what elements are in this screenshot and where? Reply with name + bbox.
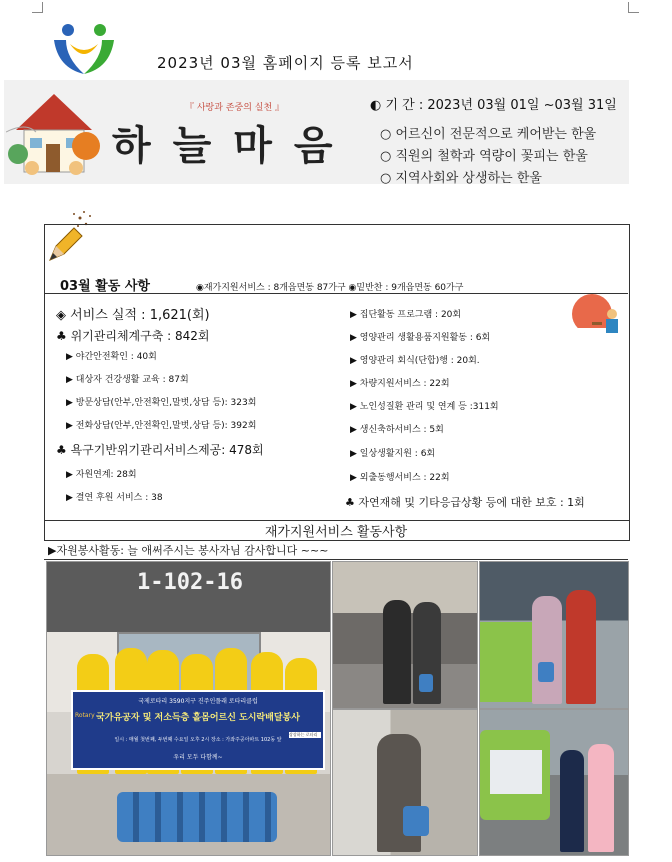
section-title: 재가지원서비스 활동사항 [264, 525, 408, 540]
right-item-7: ▶ 일상생활지원 : 6회 [350, 449, 436, 459]
banner-line-2: 국가유공자 및 저소득층 홀몸어르신 도시락배달봉사 [96, 713, 300, 723]
slogan: 『 사랑과 존중의 실천 』 [185, 103, 284, 113]
period-label: ◐ 기 간 : 2023년 03월 01일 ~03월 31일 [370, 98, 617, 113]
volunteer-banner [71, 690, 325, 770]
volunteer-person [560, 750, 584, 852]
motto-3: ○ 지역사회와 상생하는 한울 [380, 171, 542, 186]
crisis-item-4: ▶ 전화상담(안부,안전확인,말벗,상담 등): 392회 [66, 421, 257, 431]
report-title: 2023년 03월 홈페이지 등록 보고서 [157, 54, 414, 72]
motto-1: ○ 어르신이 전문적으로 케어받는 한울 [380, 127, 597, 142]
right-item-4: ▶ 차량지원서비스 : 22회 [350, 379, 450, 389]
needs-title: ♣ 욕구기반위기관리서비스제공: 478회 [56, 443, 264, 457]
banner-line-4: 우리 모두 다함께~ [173, 754, 223, 761]
house-illustration-icon [6, 82, 106, 182]
delivery-photo-1 [332, 561, 478, 709]
right-final-item: ♣ 자연재해 및 기타응급상황 등에 대한 보호 : 1회 [345, 496, 585, 509]
lunch-bags [117, 792, 277, 842]
logo-icon [48, 20, 120, 78]
delivery-photo-2 [479, 561, 629, 709]
delivery-photo-4 [479, 709, 629, 856]
right-item-5: ▶ 노인성질환 관리 및 연계 등 :311회 [350, 402, 499, 412]
right-item-6: ▶ 생신축하서비스 : 5회 [350, 425, 444, 435]
volunteer-person [383, 600, 411, 704]
right-item-8: ▶ 외출동행서비스 : 22회 [350, 473, 450, 483]
activity-heading: 03월 활동 사항 [60, 279, 150, 294]
sunset-grandparents-icon [566, 292, 628, 340]
banner-line-3: 일시 : 매월 첫번째, 두번째 수요일 오후 2시 장소 : 가좌주공아파트 102동 앞 [114, 737, 282, 743]
motto-2: ○ 직원의 철학과 역량이 꽃피는 한울 [380, 149, 588, 164]
right-item-1: ▶ 집단활동 프로그램 : 20회 [350, 310, 462, 320]
building-sign: 1-102-16 [137, 570, 243, 595]
right-item-2: ▶ 영양관리 생활용품지원활동 : 6회 [350, 333, 491, 343]
right-item-3: ▶ 영양관리 회식(단합)행 : 20회. [350, 356, 480, 366]
needs-item-2: ▶ 결연 후원 서비스 : 38 [66, 493, 163, 503]
activity-summary: ◉재가지원서비스 : 8개읍면동 87가구 ◉밑반찬 : 9개읍면동 60가구 [196, 283, 464, 293]
crisis-item-2: ▶ 대상자 건강생활 교육 : 87회 [66, 375, 189, 385]
banner-line-1: 국제로타리 3590지구 진주인플래 로타리클럽 [138, 698, 258, 705]
crop-mark-top-right [628, 2, 639, 13]
service-performance: ◈ 서비스 실적 : 1,621(회) [56, 308, 210, 323]
delivery-photo-3 [332, 709, 478, 856]
volunteer-person [588, 744, 614, 852]
crisis-item-3: ▶ 방문상담(안부,안전확인,말벗,상담 등): 323회 [66, 398, 257, 408]
needs-item-1: ▶ 자원연계: 28회 [66, 470, 137, 480]
volunteer-person [532, 596, 562, 704]
volunteer-person [566, 590, 596, 704]
volunteer-line: ▶자원봉사활동: 늘 애써주시는 봉사자님 감사합니다 ~~~ [48, 544, 329, 557]
crop-mark-top-left [32, 2, 43, 13]
crisis-item-1: ▶ 야간안전확인 : 40회 [66, 352, 157, 362]
photo-frame [44, 559, 628, 560]
brand-name: 하늘마음 [112, 122, 355, 169]
crisis-title: ♣ 위기관리체계구축 : 842회 [56, 329, 210, 343]
volunteer-group-photo [46, 561, 331, 856]
banner-logo-left: Rotary [75, 712, 95, 719]
banner-logo-right: 상상하는 로타리 [289, 732, 321, 738]
